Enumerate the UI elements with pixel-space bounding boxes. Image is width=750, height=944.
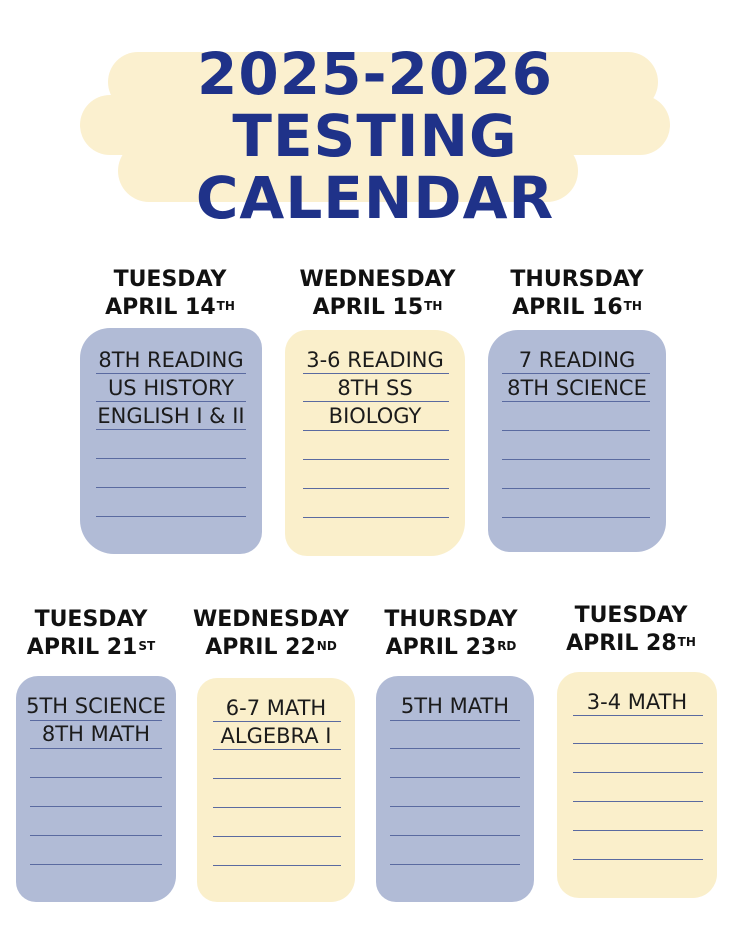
entry-line — [390, 720, 520, 721]
test-item: 8TH READING — [98, 348, 244, 372]
test-item: 5TH MATH — [400, 694, 510, 718]
day-card — [80, 328, 262, 554]
entry-line — [303, 459, 449, 460]
test-item: 6-7 MATH — [225, 696, 327, 720]
test-item: 8TH MATH — [41, 722, 151, 746]
entry-line — [96, 516, 246, 517]
test-item: ENGLISH I & II — [97, 404, 245, 428]
test-item: US HISTORY — [107, 376, 235, 400]
entry-line — [303, 517, 449, 518]
day-weekday: THURSDAY — [510, 267, 644, 292]
entry-line — [213, 721, 341, 722]
day-date: APRIL 21ST — [26, 635, 156, 660]
entry-line — [502, 517, 650, 518]
entry-line — [213, 749, 341, 750]
entry-line — [502, 373, 650, 374]
day-date: APRIL 28TH — [566, 631, 696, 656]
entry-line — [502, 430, 650, 431]
day-card — [197, 678, 355, 902]
entry-line — [303, 373, 449, 374]
day-header — [285, 266, 470, 322]
day-card — [376, 676, 534, 902]
day-date: APRIL 23RD — [385, 635, 517, 660]
entry-line — [30, 864, 162, 865]
day-header — [80, 266, 260, 322]
entry-line — [303, 401, 449, 402]
entry-line — [30, 720, 162, 721]
entry-line — [30, 748, 162, 749]
entry-line — [390, 748, 520, 749]
title-line-2: TESTING — [232, 102, 518, 170]
day-date: APRIL 16TH — [512, 295, 642, 320]
day-weekday: THURSDAY — [384, 607, 518, 632]
test-item: 3-6 READING — [306, 348, 444, 372]
entry-line — [96, 401, 246, 402]
entry-line — [573, 801, 703, 802]
test-item: 7 READING — [518, 348, 636, 372]
entry-line — [390, 835, 520, 836]
day-weekday: TUESDAY — [574, 603, 688, 628]
test-item: 5TH SCIENCE — [26, 694, 166, 718]
title-line-3: CALENDAR — [195, 164, 555, 232]
title-line-1: 2025-2026 — [197, 40, 553, 108]
day-header — [188, 606, 354, 662]
entry-line — [96, 487, 246, 488]
test-item: 8TH SCIENCE — [507, 376, 647, 400]
day-card — [557, 672, 717, 898]
entry-line — [213, 865, 341, 866]
day-weekday: WEDNESDAY — [299, 267, 456, 292]
entry-line — [573, 715, 703, 716]
entry-line — [390, 864, 520, 865]
test-item: 3-4 MATH — [586, 690, 688, 714]
entry-line — [502, 401, 650, 402]
entry-line — [96, 429, 246, 430]
entry-line — [213, 778, 341, 779]
entry-line — [573, 772, 703, 773]
day-header — [16, 606, 166, 662]
entry-line — [213, 836, 341, 837]
entry-line — [30, 777, 162, 778]
entry-line — [502, 459, 650, 460]
day-header — [556, 602, 706, 658]
day-card — [16, 676, 176, 902]
day-card — [285, 330, 465, 556]
entry-line — [502, 488, 650, 489]
test-item: ALGEBRA I — [220, 724, 332, 748]
day-weekday: TUESDAY — [113, 267, 227, 292]
entry-line — [96, 373, 246, 374]
entry-line — [96, 458, 246, 459]
test-item: 8TH SS — [337, 376, 413, 400]
day-date: APRIL 22ND — [205, 635, 337, 660]
entry-line — [573, 743, 703, 744]
day-date: APRIL 14TH — [105, 295, 235, 320]
day-weekday: TUESDAY — [34, 607, 148, 632]
entry-line — [390, 777, 520, 778]
entry-line — [213, 807, 341, 808]
entry-line — [30, 806, 162, 807]
entry-line — [573, 859, 703, 860]
entry-line — [303, 430, 449, 431]
entry-line — [390, 806, 520, 807]
day-weekday: WEDNESDAY — [193, 607, 349, 632]
day-date: APRIL 15TH — [312, 295, 443, 320]
entry-line — [573, 830, 703, 831]
day-header — [488, 266, 666, 322]
entry-line — [303, 488, 449, 489]
day-header — [375, 606, 527, 662]
day-card — [488, 330, 666, 552]
test-item: BIOLOGY — [328, 404, 422, 428]
entry-line — [30, 835, 162, 836]
